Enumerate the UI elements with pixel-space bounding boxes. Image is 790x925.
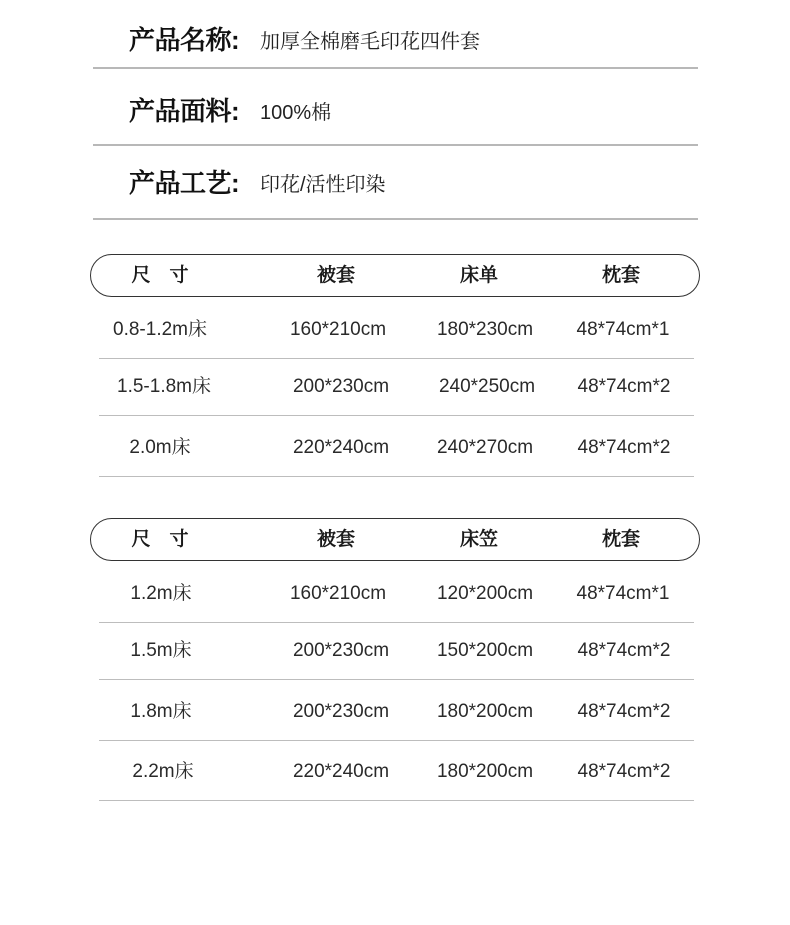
- table-cell: 200*230cm: [292, 640, 390, 661]
- table-cell: 220*240cm: [292, 437, 390, 458]
- table-cell: 150*200cm: [436, 640, 534, 661]
- table-cell: 2.0m床: [129, 437, 191, 458]
- row-divider: [99, 740, 694, 741]
- product-fabric-label: 产品面料:: [129, 96, 240, 126]
- row-divider: [99, 679, 694, 680]
- table-cell: 180*200cm: [436, 761, 534, 782]
- product-name-row: [0, 20, 790, 80]
- table-cell: 180*200cm: [436, 701, 534, 722]
- table-cell: 48*74cm*2: [577, 376, 671, 397]
- header-duvet: 被套: [316, 265, 356, 286]
- header-fitted-sheet: 床笠: [459, 529, 499, 550]
- table-cell: 200*230cm: [292, 701, 390, 722]
- table-cell: 1.2m床: [130, 583, 192, 604]
- product-craft-row: [0, 163, 790, 223]
- row-divider: [99, 622, 694, 623]
- product-name-label: 产品名称:: [129, 25, 240, 55]
- header-size: 尺 寸: [131, 265, 189, 286]
- header-pillowcase: 枕套: [601, 265, 641, 286]
- table-cell: 0.8-1.2m床: [113, 319, 207, 340]
- header-pillowcase: 枕套: [601, 529, 641, 550]
- product-fabric-value: 100%棉: [260, 102, 332, 124]
- header-duvet: 被套: [316, 529, 356, 550]
- row-divider: [99, 358, 694, 359]
- table-cell: 48*74cm*1: [576, 319, 670, 340]
- product-craft-value: 印花/活性印染: [260, 174, 386, 196]
- table-cell: 48*74cm*2: [577, 640, 671, 661]
- product-craft-label: 产品工艺:: [129, 168, 240, 198]
- row-divider: [99, 476, 694, 477]
- divider: [93, 67, 698, 69]
- product-name-value: 加厚全棉磨毛印花四件套: [260, 31, 480, 53]
- table-cell: 48*74cm*2: [577, 701, 671, 722]
- table-cell: 48*74cm*2: [577, 761, 671, 782]
- table-cell: 180*230cm: [436, 319, 534, 340]
- table-cell: 120*200cm: [436, 583, 534, 604]
- table-cell: 48*74cm*2: [577, 437, 671, 458]
- table-cell: 2.2m床: [132, 761, 194, 782]
- table-cell: 240*250cm: [438, 376, 536, 397]
- table-cell: 1.5-1.8m床: [117, 376, 211, 397]
- table-cell: 1.5m床: [130, 640, 192, 661]
- table-cell: 160*210cm: [289, 319, 387, 340]
- table-cell: 200*230cm: [292, 376, 390, 397]
- row-divider: [99, 415, 694, 416]
- divider: [93, 144, 698, 146]
- table-cell: 220*240cm: [292, 761, 390, 782]
- row-divider: [99, 800, 694, 801]
- table-cell: 1.8m床: [130, 701, 192, 722]
- header-sheet: 床单: [459, 265, 499, 286]
- divider: [93, 218, 698, 220]
- table-cell: 240*270cm: [436, 437, 534, 458]
- table-cell: 160*210cm: [289, 583, 387, 604]
- header-size: 尺 寸: [131, 529, 189, 550]
- product-fabric-row: [0, 91, 790, 151]
- table-cell: 48*74cm*1: [576, 583, 670, 604]
